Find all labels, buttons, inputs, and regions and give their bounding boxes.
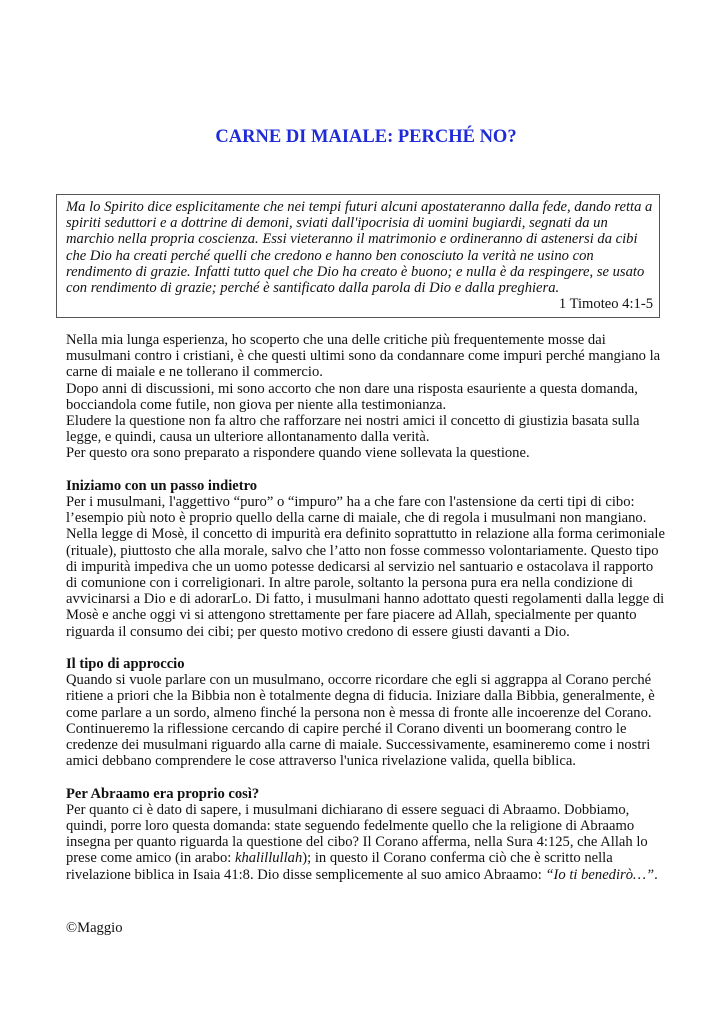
intro-line: Per questo ora sono preparato a rispondere quando viene sollevata la questione. <box>66 445 530 462</box>
section-text: Per quanto ci è dato di sapere, i musulmani dichiarano di essere seguaci di Abraamo. Dobbiamo, quindi, porre loro questa domanda: state seguendo fedelmente quello che la religione di Abraamo insegna per quanto riguarda la questione del cibo? Il Corano afferma, nella Sura 4:125, che Allah lo prese come amico (in arabo: <box>66 801 648 867</box>
section-text: Quando si vuole parlare con un musulmano, occorre ricordare che egli si aggrappa al Corano perché ritiene a priori che la Bibbia non è totalmente degna di fiducia. Iniziare dalla Bibbia, generalmente, è come parlare a un sordo, almeno finché la persona non è messa di fronte alle incoerenze del Corano. Continueremo la riflessione cercando di capire perché il Corano diventi un boomerang contro le credenze dei musulmani riguardo alla carne di maiale. Successivamente, esamineremo come i nostri amici debbano comprendere le cose attraverso l'unica rivelazione valida, quella biblica. <box>66 672 655 770</box>
article-body <box>66 332 666 899</box>
section-abraamo <box>66 786 666 883</box>
scripture-quote-box <box>56 194 660 318</box>
scripture-reference: 1 Timoteo 4:1-5 <box>558 296 653 313</box>
section-heading: Iniziamo con un passo indietro <box>66 477 258 494</box>
arabic-term: khalillullah <box>234 850 303 867</box>
footer-copyright: ©Maggio <box>66 920 123 936</box>
intro-line: Dopo anni di discussioni, mi sono accorto che non dare una risposta esauriente a questa domanda, bocciandola come futile, non giova per niente alla testimonianza. <box>66 380 638 413</box>
inline-quote: “Io ti benedirò…” <box>545 866 655 883</box>
section-tipo-approccio <box>66 656 666 769</box>
section-passo-indietro <box>66 478 666 640</box>
page-title: CARNE DI MAIALE: PERCHÉ NO? <box>215 127 517 147</box>
section-heading: Per Abraamo era proprio così? <box>66 785 260 802</box>
section-text: ); in questo il Corano conferma ciò che è scritto nella rivelazione biblica in Isaia 41:8. Dio disse semplicemente al suo amico Abraamo: <box>66 850 613 883</box>
intro-paragraph <box>66 332 666 462</box>
intro-line: Eludere la questione non fa altro che rafforzare nei nostri amici il concetto di giustizia basata sulla legge, e quindi, causa un ulteriore allontanamento dalla verità. <box>66 413 640 446</box>
section-heading: Il tipo di approccio <box>66 656 185 673</box>
section-text: . <box>654 866 658 883</box>
scripture-quote-text: Ma lo Spirito dice esplicitamente che nei tempi futuri alcuni apostateranno dalla fede, dando retta a spiriti seduttori e a dottrine di demoni, sviati dall'ipocrisia di uomini bugiardi, segnati da un marchio nella propria coscienza. Essi vieteranno il matrimonio e ordineranno di astenersi da cibi che Dio ha creati perché quelli che credono e hanno ben conosciuto la verità ne usino con rendimento di grazie. Infatti tutto quel che Dio ha creato è buono; e nulla è da respingere, se usato con rendimento di grazie; perché è santificato dalla parola di Dio e dalla preghiera. <box>66 199 653 297</box>
intro-line: Nella mia lunga esperienza, ho scoperto che una delle critiche più frequentemente mosse dai musulmani contro i cristiani, è che questi ultimi sono da condannare come impuri perché mangiano la carne di maiale e ne tollerano il commercio. <box>66 332 661 381</box>
section-text: Per i musulmani, l'aggettivo “puro” o “impuro” ha a che fare con l'astensione da certi tipi di cibo: l’esempio più noto è proprio quello della carne di maiale, che di regola i musulmani non mangiano. Nella legge di Mosè, il concetto di impurità era definito soprattutto in relazione alla forma cerimoniale (rituale), piuttosto che alla morale, salvo che l’atto non fosse commesso volontariamente. Questo tipo di impurità impediva che un uomo potesse dedicarsi al servizio nel santuario e ostacolava il rapporto di comunione con i correligionari. In altre parole, soltanto la persona pura era nella condizione di avvicinarsi a Dio e di adorarLo. Di fatto, i musulmani hanno adottato questi regolamenti dalla legge di Mosè e anche oggi vi si attengono strettamente per fare piacere ad Allah, specialmente per quanto riguarda il consumo dei cibi; per questo motivo credono di essere giusti davanti a Dio. <box>66 494 665 640</box>
